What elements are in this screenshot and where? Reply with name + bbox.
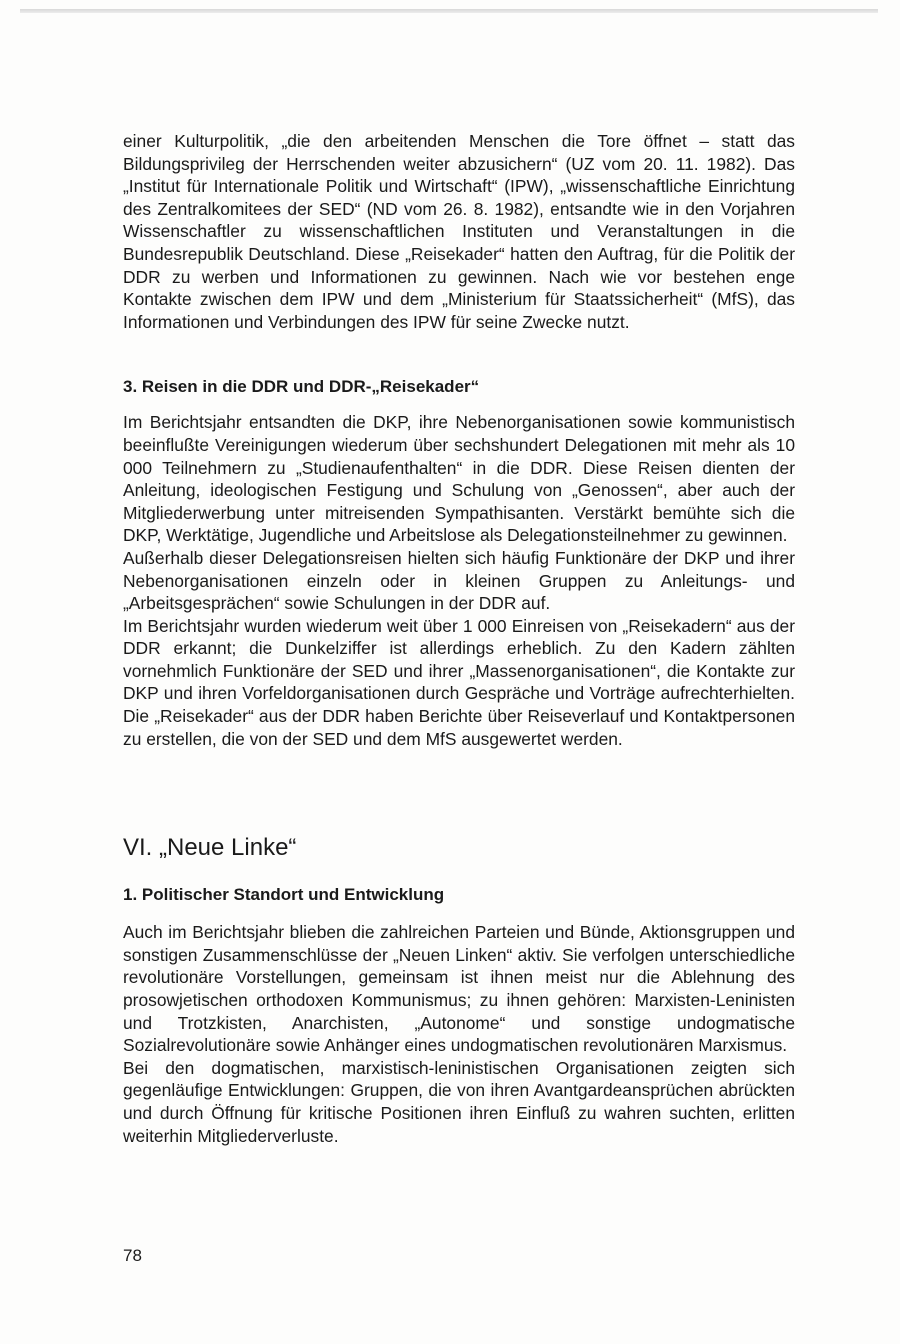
section-3-paragraph-3: Im Berichtsjahr wurden wiederum weit über 1 000 Einreisen von „Reisekadern“ aus der DDR erkannt; die Dunkelziffer ist allerdings erheblich. Zu den Kadern zählten vornehmlich Funktionäre der SED und ihrer „Massenorganisationen“, die Kontakte zur DKP und ihren Vorfeldorganisationen durch Gespräche und Vorträge aufrechterhielten. Die „Reisekader“ aus der DDR haben Berichte über Reiseverlauf und Kontaktpersonen zu erstellen, die von der SED und dem MfS ausgewertet werden. [123,615,795,749]
page-top-edge [20,9,878,13]
section-1-paragraph-2: Bei den dogmatischen, marxistisch-leninistischen Organisationen zeigten sich gegenläufige Entwicklungen: Gruppen, die von ihren Avantgardeansprüchen abrückten und durch Öffnung für kritische Positionen ihren Einfluß zu wahren suchten, erlitten weiterhin Mitgliederverluste. [123,1057,795,1146]
page-content [123,130,795,1147]
section-1-paragraph-1: Auch im Berichtsjahr blieben die zahlreichen Parteien und Bünde, Aktionsgruppen und sonstigen Zusammenschlüsse der „Neuen Linken“ aktiv. Sie verfolgen unterschiedliche revolutionäre Vorstellungen, gemeinsam ist ihnen meist nur die Ablehnung des prosowjetischen orthodoxen Kommunismus; zu ihnen gehören: Marxisten-Leninisten und Trotzkisten, Anarchisten, „Autonome“ und sonstige undogmatische Sozialrevolutionäre sowie Anhänger eines undogmatischen revolutionären Marxismus. [123,922,795,1056]
section-1-heading: 1. Politischer Standort und Entwicklung [123,885,445,905]
section-3-paragraph-2: Außerhalb dieser Delegationsreisen hielten sich häufig Funktionäre der DKP und ihrer Nebenorganisationen einzeln oder in kleinen Gruppen zu Anleitungs- und „Arbeitsgesprächen“ sowie Schulungen in der DDR auf. [123,547,795,614]
page-number: 78 [123,1246,142,1265]
section-3-heading: 3. Reisen in die DDR und DDR-„Reisekader“ [123,377,480,397]
section-3-paragraph-1: Im Berichtsjahr entsandten die DKP, ihre Nebenorganisationen sowie kommunistisch beeinflußte Vereinigungen wiederum über sechshundert Delegationen mit mehr als 10 000 Teilnehmern zu „Studienaufenthalten“ in die DDR. Diese Reisen dienten der Anleitung, ideologischen Festigung und Schulung von „Genossen“, aber auch der Mitgliederwerbung unter mitreisenden Sympathisanten. Verstärkt bemühte sich die DKP, Werktätige, Jugendliche und Arbeitslose als Delegationsteilnehmer zu gewinnen. [123,412,795,546]
chapter-6-heading: VI. „Neue Linke“ [123,834,297,862]
intro-paragraph: einer Kulturpolitik, „die den arbeitenden Menschen die Tore öffnet – statt das Bildungsprivileg der Herrschenden weiter abzusichern“ (UZ vom 20. 11. 1982). Das „Institut für Internationale Politik und Wirtschaft“ (IPW), „wissenschaftliche Einrichtung des Zentralkomitees der SED“ (ND vom 26. 8. 1982), entsandte wie in den Vorjahren Wissenschaftler zu wissenschaftlichen Instituten und Veranstaltungen in die Bundesrepublik Deutschland. Diese „Reisekader“ hatten den Auftrag, für die Politik der DDR zu werben und Informationen zu gewinnen. Nach wie vor bestehen enge Kontakte zwischen dem IPW und dem „Ministerium für Staatssicherheit“ (MfS), das Informationen und Verbindungen des IPW für seine Zwecke nutzt. [123,131,795,332]
